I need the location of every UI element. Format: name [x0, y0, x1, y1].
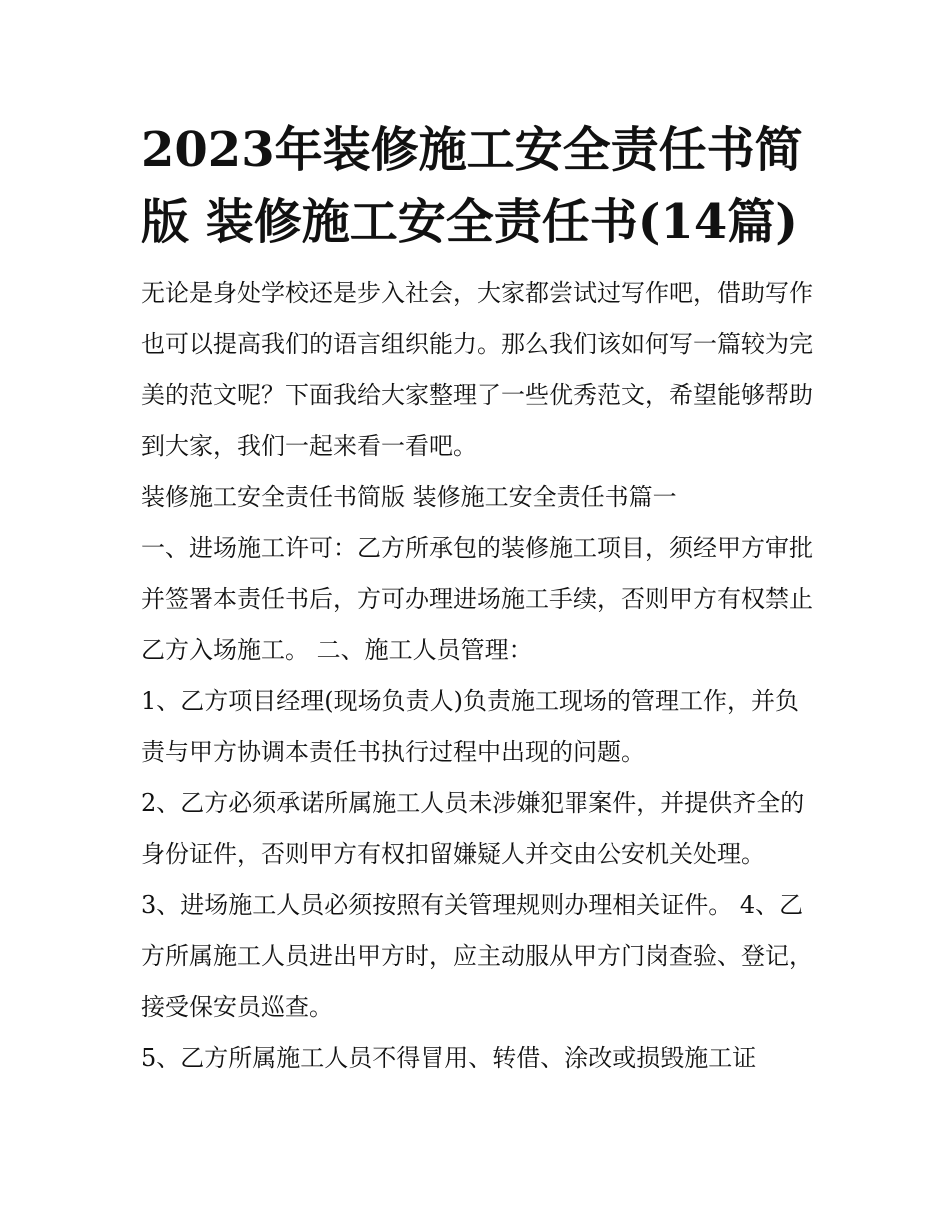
clause-item-5: 5、乙方所属施工人员不得冒用、转借、涂改或损毁施工证 — [141, 1044, 757, 1072]
document-title: 2023年装修施工安全责任书简版 装修施工安全责任书(14篇) — [141, 122, 803, 250]
clause-item-3-4: 3、进场施工人员必须按照有关管理规则办理相关证件。 4、乙方所属施工人员进出甲方时，应主动服从甲方门岗查验、登记，接受保安员巡查。 — [141, 891, 813, 1021]
clause-entry-permit: 一、进场施工许可：乙方所承包的装修施工项目，须经甲方审批并签署本责任书后，方可办理进场施工手续，否则甲方有权禁止乙方入场施工。 二、施工人员管理： — [141, 534, 813, 664]
intro-paragraph: 无论是身处学校还是步入社会，大家都尝试过写作吧，借助写作也可以提高我们的语言组织能力。那么我们该如何写一篇较为完美的范文呢？下面我给大家整理了一些优秀范文，希望能够帮助到大家，我们一起来看一看吧。 — [141, 279, 813, 460]
clause-item-1: 1、乙方项目经理(现场负责人)负责施工现场的管理工作，并负责与甲方协调本责任书执行过程中出现的问题。 — [141, 687, 799, 766]
section-heading: 装修施工安全责任书简版 装修施工安全责任书篇一 — [141, 483, 677, 511]
clause-item-2: 2、乙方必须承诺所属施工人员未涉嫌犯罪案件，并提供齐全的身份证件，否则甲方有权扣留嫌疑人并交由公安机关处理。 — [141, 789, 805, 868]
document-body — [141, 114, 813, 1084]
